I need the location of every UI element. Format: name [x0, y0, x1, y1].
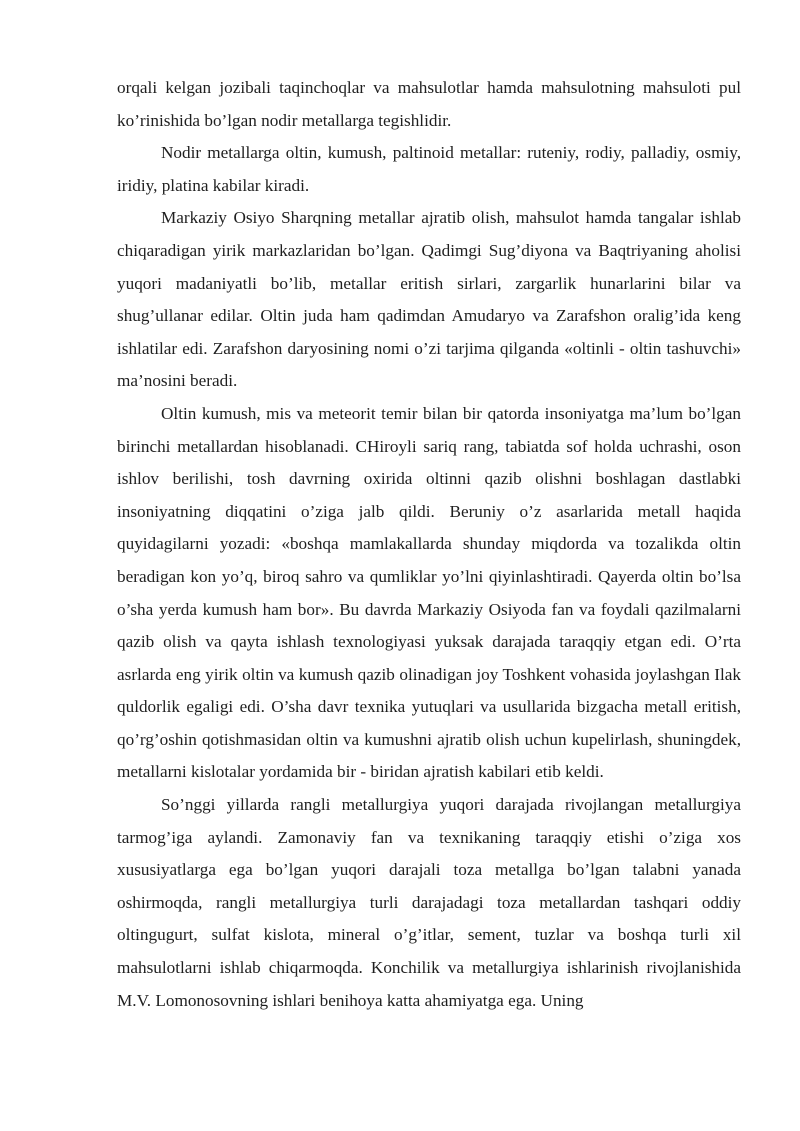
paragraph-continuation: orqali kelgan jozibali taqinchoqlar va mahsulotlar hamda mahsulotning mahsuloti pul ko’rinishida bo’lgan nodir metallarga tegishlidir. — [117, 78, 741, 130]
paragraph-central-asia: Markaziy Osiyo Sharqning metallar ajratib olish, mahsulot hamda tangalar ishlab chiqaradigan yirik markazlaridan bo’lgan. Qadimgi Sug’diyona va Baqtriyaning aholisi yuqori madaniyatli bo’lib, metallar eritish sirlari, zargarlik hunarlarini bilar va shug’ullanar edilar. Oltin juda ham qadimdan Amudaryo va Zarafshon oralig’ida keng ishlatilar edi. Zarafshon daryosining nomi o’zi tarjima qilganda «oltinli - oltin tashuvchi» ma’nosini beradi. — [117, 208, 741, 391]
paragraph-gold-history: Oltin kumush, mis va meteorit temir bilan bir qatorda insoniyatga ma’lum bo’lgan birinchi metallardan hisoblanadi. CHiroyli sariq rang, tabiatda sof holda uchrashi, oson ishlov berilishi, tosh davrning oxirida oltinni qazib olishni boshlagan dastlabki insoniyatning diqqatini o’ziga jalb qildi. Beruniy o’z asarlarida metall haqida quyidagilarni yozadi: «boshqa mamlakallarda shunday miqdorda va tozalikda oltin beradigan kon yo’q, biroq sahro va qumliklar yo’lni qiyinlashtiradi. Qayerda oltin bo’lsa o’sha yerda kumush ham bor». Bu davrda Markaziy Osiyoda fan va foydali qazilmalarni qazib olish va qayta ishlash texnologiyasi yuksak darajada taraqqiy etgan edi. O’rta asrlarda eng yirik oltin va kumush qazib olinadigan joy Toshkent vohasida joylashgan Ilak quldorlik egaligi edi. O’sha davr texnika yutuqlari va usullarida bizgacha metall eritish, qo’rg’oshin qotishmasidan oltin va kumushni ajratib olish uchun kupelirlash, shuningdek, metallarni kislotalar yordamida bir - biridan ajratish kabilari etib keldi. — [117, 403, 741, 782]
paragraph-metallurgy: So’nggi yillarda rangli metallurgiya yuqori darajada rivojlangan metallurgiya tarmog’iga aylandi. Zamonaviy fan va texnikaning taraqqiy etishi o’ziga xos xususiyatlarga ega bo’lgan yuqori darajali toza metallga bo’lgan talabni yanada oshirmoqda, rangli metallurgiya turli darajadagi toza metallardan tashqari oddiy oltingugurt, sulfat kislota, mineral o’g’itlar, sement, tuzlar va boshqa turli xil mahsulotlarni ishlab chiqarmoqda. Konchilik va metallurgiya ishlarinish rivojlanishida M.V. Lomonosovning ishlari benihoya katta ahamiyatga ega. Uning — [117, 795, 741, 1010]
paragraph-noble-metals: Nodir metallarga oltin, kumush, paltinoid metallar: ruteniy, rodiy, palladiy, osmiy, iridiy, platina kabilar kiradi. — [117, 143, 741, 195]
document-body — [117, 72, 741, 1017]
